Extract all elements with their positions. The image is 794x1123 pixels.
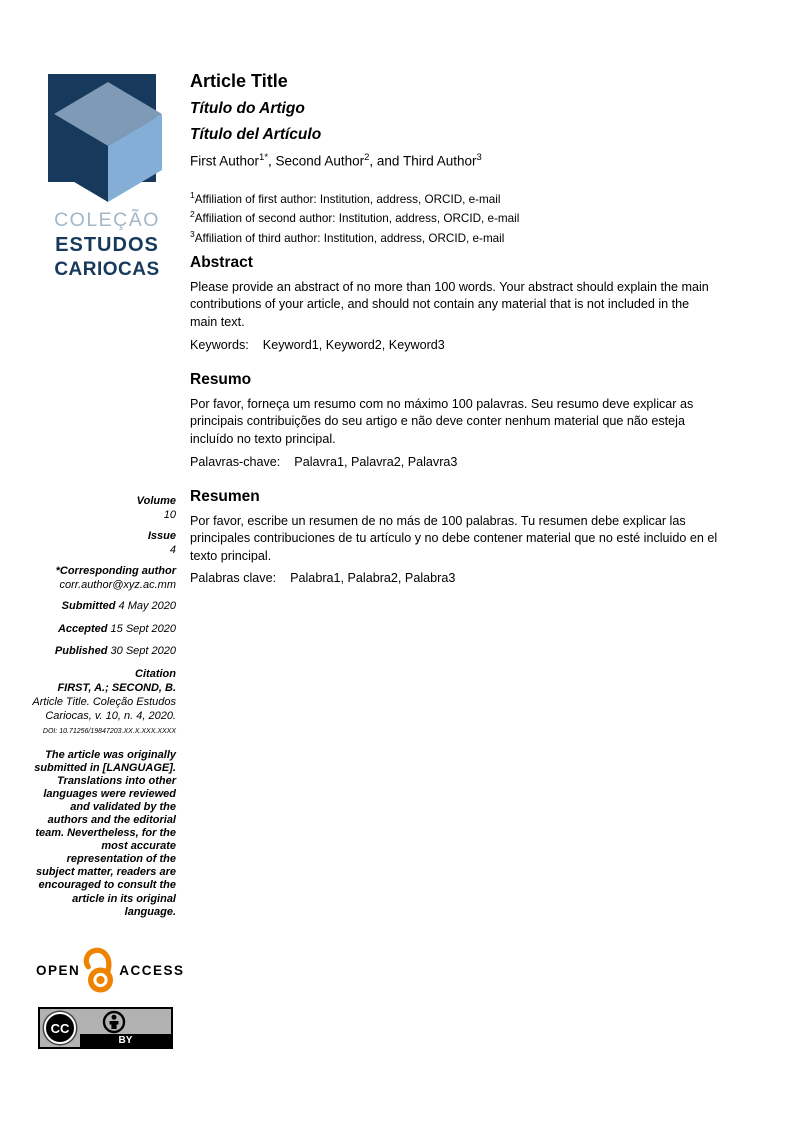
wordmark-line-estudos: ESTUDOS bbox=[55, 234, 159, 256]
open-access-access-label: ACCESS bbox=[119, 962, 185, 978]
author-sup-1: 1* bbox=[259, 152, 269, 163]
submitted-label: Submitted bbox=[61, 600, 116, 612]
cc-by-label: BY bbox=[80, 1034, 171, 1047]
published-line bbox=[28, 644, 176, 658]
corresponding-author-group bbox=[28, 564, 176, 592]
palavras-chave-label: Palavras-chave: bbox=[190, 455, 281, 469]
author-name-3: Third Author bbox=[402, 153, 477, 169]
accepted-label: Accepted bbox=[57, 622, 108, 635]
affiliation-sup-1: 1 bbox=[190, 190, 195, 200]
author-separator-1: , bbox=[268, 153, 276, 169]
published-date: 30 Sept 2020 bbox=[110, 645, 176, 657]
cc-by-license-badge bbox=[38, 1007, 173, 1049]
issue-group bbox=[28, 529, 176, 557]
abstract-text: Please provide an abstract of no more than 100 words. Your abstract should explain the main contributions of your article, and should not contain any material that is not included in the main text. bbox=[190, 280, 709, 329]
volume-value: 10 bbox=[163, 509, 176, 521]
resumo-text: Por favor, forneça um resumo com no máximo 100 palavras. Seu resumo deve explicar as principais contribuições do seu artigo e não deve conter nenhum material que não esteja incluído no texto principal. bbox=[190, 397, 694, 446]
palabras-clave-value: Palabra1, Palabra2, Palabra3 bbox=[290, 571, 456, 585]
resumo-heading: Resumo bbox=[190, 371, 252, 388]
issue-value: 4 bbox=[169, 544, 176, 556]
palabras-clave-line bbox=[190, 571, 719, 585]
citation-authors: FIRST, A.; SECOND, B. bbox=[57, 681, 176, 694]
affiliation-line-2 bbox=[190, 207, 719, 226]
affiliation-line-3 bbox=[190, 227, 719, 246]
keywords-label: Keywords: bbox=[190, 338, 249, 352]
title-block bbox=[190, 71, 719, 151]
affiliations-list bbox=[190, 188, 719, 246]
doi-text: DOI: 10.71256/19847203.XX.X.XXX.XXXX bbox=[42, 727, 176, 735]
accepted-line bbox=[28, 622, 176, 636]
keywords-line bbox=[190, 338, 719, 352]
palavras-chave-value: Palavra1, Palavra2, Palavra3 bbox=[294, 455, 458, 469]
language-note: The article was originally submitted in [LANGUAGE]. Translations into other languages were reviewed and validated by the authors and the editorial team. Nevertheless, for the most accurate representation of the subject matter, readers are encouraged to consult the article in its original language. bbox=[34, 748, 176, 918]
author-sup-3: 3 bbox=[476, 152, 482, 163]
citation-group bbox=[28, 667, 176, 739]
resumen-text: Por favor, escribe un resumen de no más de 100 palabras. Tu resumen debe explicar las principales contribuciones de tu artículo y no debe contener material que no esté incluido en el texto principal. bbox=[190, 514, 718, 563]
journal-logo-block bbox=[48, 74, 166, 281]
affiliation-text-1: Affiliation of first author: Institution, address, ORCID, e-mail bbox=[194, 192, 501, 206]
accepted-date: 15 Sept 2020 bbox=[110, 622, 176, 635]
page-title: Article Title bbox=[190, 71, 288, 91]
affiliation-text-2: Affiliation of second author: Institution, address, ORCID, e-mail bbox=[194, 212, 520, 226]
page-title-spanish: Título del Artículo bbox=[190, 125, 322, 143]
open-access-open-label: OPEN bbox=[36, 962, 81, 978]
palabras-clave-label: Palabras clave: bbox=[190, 571, 277, 585]
cc-logo-icon: CC bbox=[44, 1012, 76, 1044]
page-title-portuguese: Título do Artigo bbox=[190, 100, 305, 117]
affiliation-text-3: Affiliation of third author: Institution, address, ORCID, e-mail bbox=[194, 231, 505, 245]
abstract-heading: Abstract bbox=[190, 254, 253, 271]
issue-label: Issue bbox=[147, 530, 176, 542]
author-sup-2: 2 bbox=[364, 152, 370, 163]
affiliation-line-1 bbox=[190, 188, 719, 207]
open-access-logo bbox=[36, 946, 185, 994]
resumen-heading: Resumen bbox=[190, 488, 260, 505]
article-metadata-sidebar bbox=[28, 494, 176, 919]
affiliation-sup-3: 3 bbox=[190, 228, 195, 239]
author-name-1: First Author bbox=[190, 153, 260, 169]
open-padlock-icon bbox=[81, 946, 118, 994]
attribution-person-icon bbox=[102, 1010, 126, 1034]
authors-line bbox=[190, 152, 719, 169]
citation-label: Citation bbox=[135, 667, 176, 680]
submitted-date: 4 May 2020 bbox=[118, 600, 176, 612]
corresponding-author-email: corr.author@xyz.ac.mm bbox=[59, 579, 176, 591]
volume-label: Volume bbox=[136, 495, 176, 507]
palavras-chave-line bbox=[190, 455, 719, 469]
wordmark-line-colecao: COLEÇÃO bbox=[54, 209, 160, 231]
volume-group bbox=[28, 494, 176, 522]
published-label: Published bbox=[54, 645, 108, 657]
wordmark-line-cariocas: CARIOCAS bbox=[54, 259, 160, 280]
cube-logo-icon bbox=[48, 74, 170, 204]
author-separator-2: , and bbox=[369, 153, 403, 169]
affiliation-sup-2: 2 bbox=[190, 209, 195, 220]
citation-text: Article Title. Coleção Estudos Cariocas, v. 10, n. 4, 2020. bbox=[32, 695, 176, 722]
submitted-line bbox=[28, 599, 176, 613]
author-name-2: Second Author bbox=[275, 153, 365, 169]
corresponding-author-label: *Corresponding author bbox=[55, 565, 176, 577]
keywords-value: Keyword1, Keyword2, Keyword3 bbox=[262, 338, 445, 352]
